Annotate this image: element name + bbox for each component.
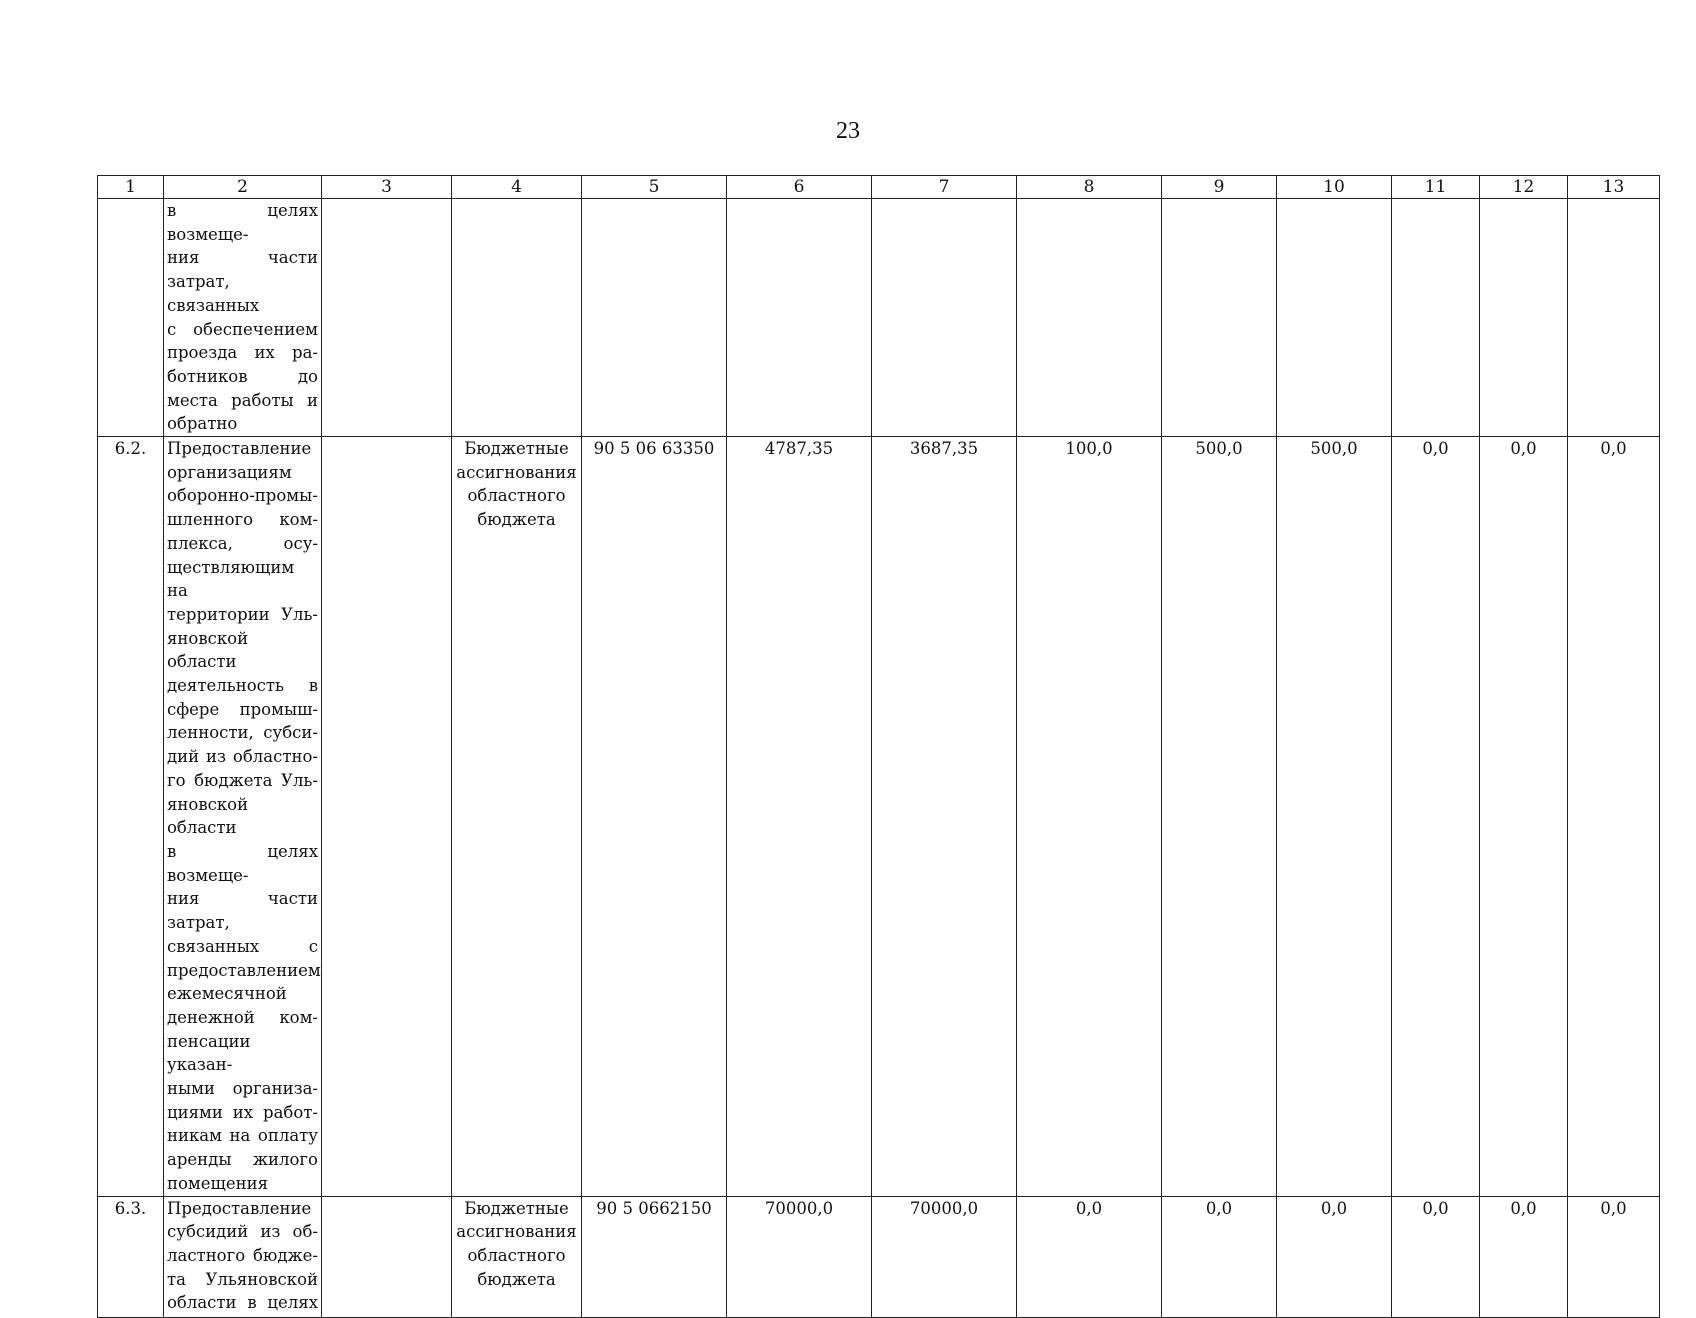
value-cell bbox=[1162, 199, 1277, 437]
value-cell: 0,0 bbox=[1392, 1196, 1480, 1317]
description-line: Предоставление bbox=[167, 439, 312, 459]
description-line: деятельность в bbox=[167, 676, 318, 696]
description-line: в целях возмеще- bbox=[167, 841, 318, 885]
description-line: ботников до bbox=[167, 366, 318, 386]
description-line: аренды жилого bbox=[167, 1150, 318, 1170]
description-line: шленного ком- bbox=[167, 510, 318, 530]
page-number: 23 bbox=[836, 118, 860, 144]
description-line: циями их работ- bbox=[167, 1102, 318, 1122]
value-cell: 0,0 bbox=[1162, 1196, 1277, 1317]
value-cell: 100,0 bbox=[1017, 437, 1162, 1197]
funding-source-line: бюджета bbox=[477, 510, 556, 530]
row-number: 6.3. bbox=[98, 1196, 164, 1317]
responsible-cell bbox=[322, 437, 452, 1197]
description-line: денежной ком- bbox=[167, 1007, 318, 1027]
budget-table bbox=[97, 175, 1660, 1318]
description-line: ными организа- bbox=[167, 1079, 318, 1099]
column-header: 2 bbox=[164, 176, 322, 199]
value-cell: 70000,0 bbox=[872, 1196, 1017, 1317]
description-line: проезда их ра- bbox=[167, 343, 318, 363]
value-cell bbox=[1392, 199, 1480, 437]
value-cell bbox=[872, 199, 1017, 437]
budget-code: 90 5 0662150 bbox=[582, 1196, 727, 1317]
row-description bbox=[164, 437, 322, 1197]
description-line: никам на оплату bbox=[167, 1126, 318, 1146]
description-line: в целях возмеще- bbox=[167, 201, 318, 244]
funding-source bbox=[452, 199, 582, 437]
description-line: яновской области bbox=[167, 794, 249, 838]
responsible-cell bbox=[322, 199, 452, 437]
description-line: обратно bbox=[167, 414, 238, 434]
table-row bbox=[98, 437, 1660, 1197]
funding-source bbox=[452, 1196, 582, 1317]
value-cell: 0,0 bbox=[1277, 1196, 1392, 1317]
table-row bbox=[98, 1196, 1660, 1317]
column-header: 12 bbox=[1480, 176, 1568, 199]
row-description bbox=[164, 199, 322, 437]
column-header: 9 bbox=[1162, 176, 1277, 199]
value-cell: 4787,35 bbox=[727, 437, 872, 1197]
description-line: Предоставление bbox=[167, 1198, 312, 1218]
funding-source-line: Бюджетные bbox=[464, 1198, 569, 1218]
column-header: 13 bbox=[1568, 176, 1660, 199]
description-line: ежемесячной bbox=[167, 984, 287, 1004]
column-header: 5 bbox=[582, 176, 727, 199]
value-cell: 0,0 bbox=[1392, 437, 1480, 1197]
responsible-cell bbox=[322, 1196, 452, 1317]
description-line: дий из областно- bbox=[167, 747, 318, 767]
value-cell bbox=[1568, 199, 1660, 437]
row-number: 6.2. bbox=[98, 437, 164, 1197]
row-description bbox=[164, 1196, 322, 1317]
description-line: области в целях bbox=[167, 1293, 318, 1313]
value-cell bbox=[1017, 199, 1162, 437]
value-cell: 0,0 bbox=[1568, 1196, 1660, 1317]
column-number-row bbox=[98, 176, 1660, 199]
funding-source-line: ассигнования bbox=[456, 462, 577, 482]
column-header: 6 bbox=[727, 176, 872, 199]
row-number bbox=[98, 199, 164, 437]
description-line: предоставлением bbox=[167, 960, 321, 980]
funding-source-line: ассигнования bbox=[456, 1222, 577, 1242]
description-line: ленности, субси- bbox=[167, 723, 318, 743]
description-line: ния части затрат, bbox=[167, 248, 318, 292]
funding-source-line: областного bbox=[467, 1245, 566, 1265]
description-line: связанных bbox=[167, 295, 260, 315]
description-line: места работы и bbox=[167, 390, 318, 410]
description-line: та Ульяновской bbox=[167, 1269, 318, 1289]
description-line: ния части затрат, bbox=[167, 889, 318, 933]
description-line: плекса, осу- bbox=[167, 533, 318, 553]
value-cell: 500,0 bbox=[1162, 437, 1277, 1197]
description-line: пенсации указан- bbox=[167, 1031, 251, 1075]
value-cell: 0,0 bbox=[1017, 1196, 1162, 1317]
description-line: ластного бюдже- bbox=[167, 1245, 318, 1265]
description-line: оборонно-промы- bbox=[167, 486, 318, 506]
column-header: 1 bbox=[98, 176, 164, 199]
description-line: связанных с bbox=[167, 936, 318, 956]
description-line: помещения bbox=[167, 1173, 269, 1193]
description-line: организациям bbox=[167, 462, 292, 482]
value-cell: 0,0 bbox=[1568, 437, 1660, 1197]
value-cell: 70000,0 bbox=[727, 1196, 872, 1317]
funding-source-line: Бюджетные bbox=[464, 439, 569, 459]
budget-code bbox=[582, 199, 727, 437]
funding-source-line: бюджета bbox=[477, 1269, 556, 1289]
value-cell bbox=[1277, 199, 1392, 437]
column-header: 7 bbox=[872, 176, 1017, 199]
value-cell: 3687,35 bbox=[872, 437, 1017, 1197]
column-header: 11 bbox=[1392, 176, 1480, 199]
table-row bbox=[98, 199, 1660, 437]
value-cell: 0,0 bbox=[1480, 1196, 1568, 1317]
value-cell: 0,0 bbox=[1480, 437, 1568, 1197]
description-line: го бюджета Уль- bbox=[167, 770, 318, 790]
description-line: субсидий из об- bbox=[167, 1222, 318, 1242]
funding-source bbox=[452, 437, 582, 1197]
description-line: территории Уль- bbox=[167, 604, 318, 624]
column-header: 3 bbox=[322, 176, 452, 199]
description-line: ществляющим на bbox=[167, 557, 295, 601]
column-header: 8 bbox=[1017, 176, 1162, 199]
value-cell bbox=[727, 199, 872, 437]
value-cell bbox=[1480, 199, 1568, 437]
description-line: яновской области bbox=[167, 628, 249, 672]
column-header: 10 bbox=[1277, 176, 1392, 199]
column-header: 4 bbox=[452, 176, 582, 199]
description-line: с обеспечением bbox=[167, 319, 318, 339]
description-line: сфере промыш- bbox=[167, 699, 318, 719]
funding-source-line: областного bbox=[467, 486, 566, 506]
value-cell: 500,0 bbox=[1277, 437, 1392, 1197]
budget-code: 90 5 06 63350 bbox=[582, 437, 727, 1197]
